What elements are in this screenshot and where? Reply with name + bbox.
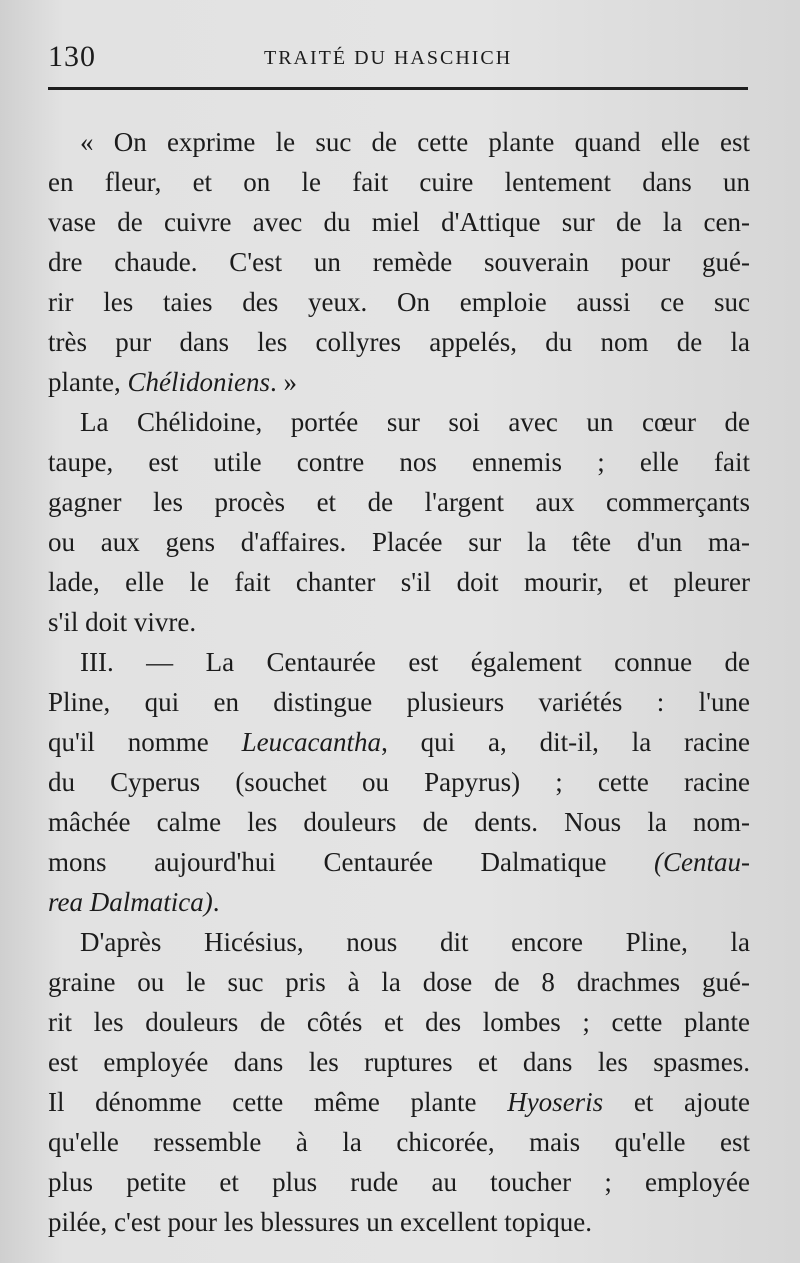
text-line: plante, Chélidoniens. » bbox=[48, 367, 297, 397]
text-line: mâchée calme les douleurs de dents. Nous la nom- bbox=[48, 807, 750, 837]
running-title: TRAITÉ DU HASCHICH bbox=[264, 47, 513, 69]
text-line: très pur dans les collyres appelés, du nom de la bbox=[48, 327, 750, 357]
text-line: est employée dans les ruptures et dans les spasmes. bbox=[48, 1047, 750, 1077]
text-line: plus petite et plus rude au toucher ; employée bbox=[48, 1167, 750, 1197]
text-line: ou aux gens d'affaires. Placée sur la tête d'un ma- bbox=[48, 527, 750, 557]
running-head bbox=[48, 40, 748, 80]
text-line: taupe, est utile contre nos ennemis ; elle fait bbox=[48, 447, 750, 477]
text-line: lade, elle le fait chanter s'il doit mourir, et pleurer bbox=[48, 567, 750, 597]
paragraph-quote bbox=[48, 122, 750, 402]
text-line: qu'il nomme Leucacantha, qui a, dit-il, la racine bbox=[48, 727, 750, 757]
text-line: pilée, c'est pour les blessures un excellent topique. bbox=[48, 1207, 592, 1237]
text-line: D'après Hicésius, nous dit encore Pline, la bbox=[80, 927, 750, 957]
text-line: vase de cuivre avec du miel d'Attique sur de la cen- bbox=[48, 207, 750, 237]
text-line: rir les taies des yeux. On emploie aussi ce suc bbox=[48, 287, 750, 317]
text-line: graine ou le suc pris à la dose de 8 drachmes gué- bbox=[48, 967, 750, 997]
text-line: dre chaude. C'est un remède souverain pour gué- bbox=[48, 247, 750, 277]
text-line: du Cyperus (souchet ou Papyrus) ; cette racine bbox=[48, 767, 750, 797]
paragraph-centauree bbox=[48, 642, 750, 922]
text-line: « On exprime le suc de cette plante quand elle est bbox=[80, 127, 750, 157]
text-line: mons aujourd'hui Centaurée Dalmatique (Centau- bbox=[48, 847, 750, 877]
page-number: 130 bbox=[48, 40, 96, 73]
paragraph-chelidoine bbox=[48, 402, 750, 642]
text-line: La Chélidoine, portée sur soi avec un cœur de bbox=[80, 407, 750, 437]
body-text bbox=[48, 122, 750, 1242]
text-line: Il dénomme cette même plante Hyoseris et ajoute bbox=[48, 1087, 750, 1117]
text-line: qu'elle ressemble à la chicorée, mais qu'elle est bbox=[48, 1127, 750, 1157]
text-line: s'il doit vivre. bbox=[48, 607, 197, 637]
text-line: III. — La Centaurée est également connue de bbox=[80, 647, 750, 677]
text-line: rit les douleurs de côtés et des lombes ; cette plante bbox=[48, 1007, 750, 1037]
header-rule bbox=[48, 87, 748, 90]
text-line: rea Dalmatica). bbox=[48, 887, 220, 917]
text-line: Pline, qui en distingue plusieurs variétés : l'une bbox=[48, 687, 750, 717]
text-line: en fleur, et on le fait cuire lentement dans un bbox=[48, 167, 750, 197]
text-line: gagner les procès et de l'argent aux commerçants bbox=[48, 487, 750, 517]
paragraph-hicesius bbox=[48, 922, 750, 1242]
